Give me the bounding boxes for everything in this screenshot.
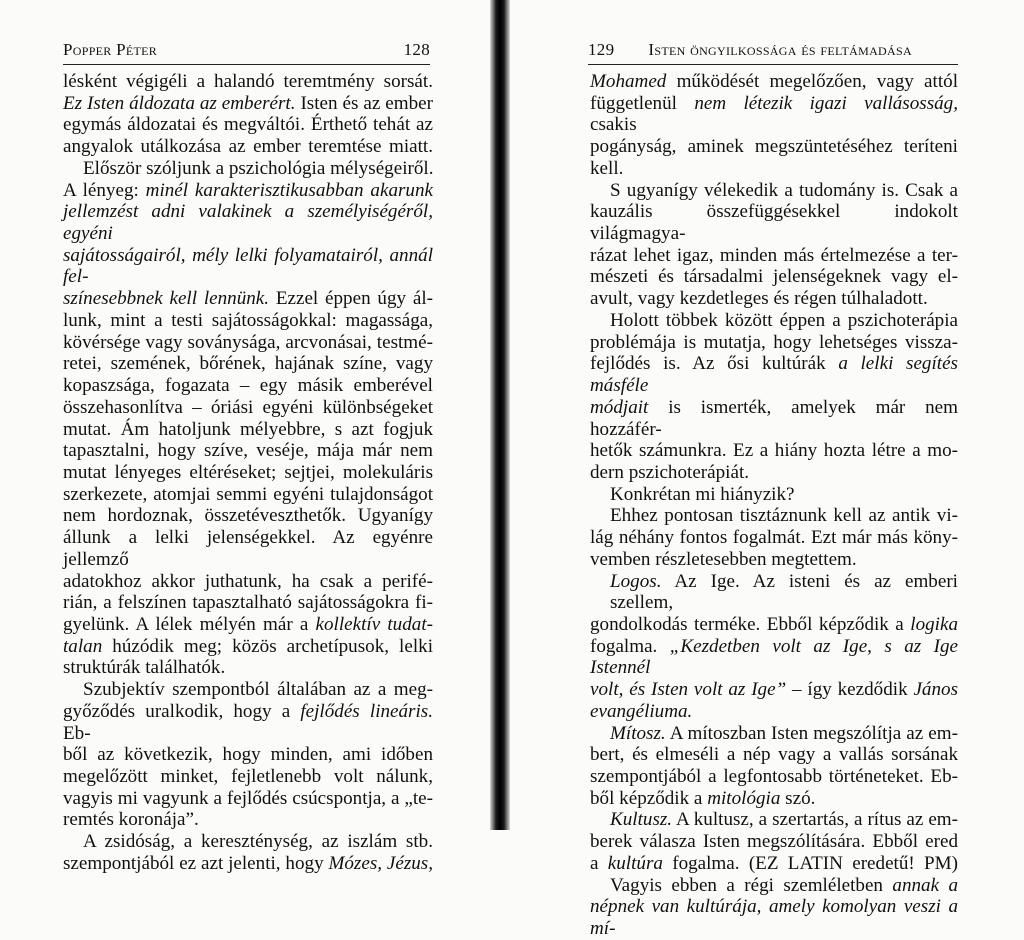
right-text-line: vemben részletesebben megtettem.: [590, 548, 857, 570]
left-text-line: rián, a felszínen tapasztalható sajátosságokra fi-: [63, 592, 433, 614]
right-text-line: Vagyis ebben a régi szemléletben annak a: [610, 874, 958, 896]
header-title: Isten öngyilkossága és feltámadása: [648, 40, 912, 59]
left-text-line: ből az következik, hogy minden, ami időben: [63, 744, 433, 766]
left-text-line: tapasztalni, hogy szíve, veséje, mája már nem: [63, 440, 433, 462]
left-text-line: lunk, mint a testi sajátosságokkal: magassága,: [63, 309, 433, 331]
right-text-line: dern pszichoterápiát.: [590, 461, 750, 483]
left-text-line: mutat lényeges eltéréseket; sejtjei, molekuláris: [63, 461, 433, 483]
left-text-line: nem hordoznak, összetéveszthetők. Ugyanígy: [63, 505, 433, 527]
left-text-line: Ez Isten áldozata az emberért. Isten és az ember: [63, 92, 433, 114]
right-text-line: rázat lehet igaz, minden más értelmezése a ter-: [590, 244, 958, 266]
left-running-header: [63, 40, 430, 65]
right-text-line: volt, és Isten volt az Ige” – így kezdődik János: [590, 679, 958, 701]
left-text-line: kövérsége vagy soványsága, arcvonásai, testmé-: [63, 331, 433, 353]
left-text-line: mutat. Ám hatoljunk mélyebbre, s azt fogjuk: [63, 418, 433, 440]
right-running-header: [588, 40, 958, 65]
right-text-line: Ehhez pontosan tisztáznunk kell az antik vi-: [610, 505, 958, 527]
right-text-line: berek válasza Isten megszólítására. Ebből ered: [590, 831, 958, 853]
right-text-line: evangéliuma.: [590, 700, 693, 722]
left-text-line: vagyis mi vagyunk a fejlődés csúcspontja, a „te-: [63, 787, 433, 809]
left-text-line: győződés uralkodik, hogy a fejlődés lineáris. Eb-: [63, 700, 434, 744]
left-text-line: talan húzódik meg; közös archetípusok, lelki: [63, 635, 433, 657]
right-text-line: kell.: [590, 157, 624, 179]
left-page-text: [63, 71, 433, 875]
left-text-line: állunk a lelki jelenségekkel. Az egyénre jellemző: [63, 527, 433, 570]
right-text-line: mészeti és társadalmi jelenségeknek vagy el-: [590, 266, 958, 288]
right-text-line: a kultúra fogalma. (EZ LATIN eredetű! PM): [590, 852, 958, 874]
right-text-line: bert, és elmeséli a nép vagy a vallás sorsának: [590, 744, 958, 766]
left-page: [0, 0, 490, 874]
left-text-line: szerkezete, atomjai semmi egyéni tulajdonságot: [63, 483, 433, 505]
left-text-line: A zsidóság, a kereszténység, az iszlám stb.: [83, 831, 433, 853]
left-text-line: Szubjektív szempontból általában az a meg-: [83, 679, 433, 701]
page-number-right: 129: [588, 40, 615, 59]
right-text-line: pogányság, aminek megszüntetéséhez teríteni: [590, 136, 958, 158]
left-text-line: jellemzést adni valakinek a személyiségéről, egyéni: [63, 201, 433, 245]
right-text-line: lág néhány fontos fogalmát. Ezt már más köny-: [590, 527, 958, 549]
right-text-line: Logos. Az Ige. Az isteni és az emberi szellem,: [610, 570, 958, 614]
left-text-line: összehasonlítva – óriási egyéni különbségeket: [63, 396, 433, 418]
right-text-line: Kultusz. A kultusz, a szertartás, a rítus az em-: [610, 809, 958, 831]
right-text-line: népnek van kultúrája, amely komolyan veszi a mí-: [590, 896, 958, 940]
right-text-line: kauzális összefüggésekkel indokolt világmagya-: [590, 201, 958, 245]
right-page-text: [590, 71, 958, 940]
right-text-line: hetők számunkra. Ez a hiány hozta létre a mo-: [590, 440, 958, 462]
left-text-line: egymás áldozatai és megváltói. Érthető tehát az: [63, 114, 433, 136]
right-text-line: gondolkodás terméke. Ebből képződik a logika: [590, 613, 958, 635]
left-text-line: szempontjából ez azt jelenti, hogy Mózes, Jézus,: [63, 852, 434, 874]
left-text-line: Először szóljunk a pszichológia mélységeiről.: [83, 157, 434, 179]
right-text-line: avult, vagy kezdetleges és régen túlhaladott.: [590, 288, 928, 310]
left-text-line: struktúrák találhatók.: [63, 657, 226, 679]
left-text-line: színesebbnek kell lennünk. Ezzel éppen úgy ál-: [63, 288, 433, 310]
right-text-line: Konkrétan mi hiányzik?: [610, 483, 795, 505]
right-text-line: függetlenül nem létezik igazi vallásosság, csakis: [590, 92, 959, 136]
left-text-line: angyalok utálkozása az ember teremtése miatt.: [63, 136, 433, 158]
right-text-line: problémája is mutatja, hogy lehetséges vissza-: [590, 331, 958, 353]
right-text-line: ből képződik a mitológia szó.: [590, 787, 816, 809]
right-page: [510, 0, 1024, 940]
left-text-line: gyelünk. A lélek mélyén már a kollektív tudat-: [63, 613, 433, 635]
left-text-line: lésként végigéli a halandó teremtmény sorsát.: [63, 71, 433, 92]
left-text-line: A lényeg: minél karakterisztikusabban akarunk: [63, 179, 434, 201]
right-text-line: szempontjából a legfontosabb történeteket. Eb-: [590, 766, 958, 787]
left-text-line: kopaszsága, fogazata – egy másik emberével: [63, 375, 433, 397]
right-text-line: Holott többek között éppen a pszichoterápia: [610, 309, 958, 331]
right-text-line: S ugyanígy vélekedik a tudomány is. Csak a: [610, 179, 958, 201]
header-author: Popper Péter: [63, 40, 158, 59]
right-text-line: Mítosz. A mítoszban Isten megszólítja az em-: [610, 722, 958, 744]
right-text-line: módjait is ismerték, amelyek már nem hozzáfér-: [590, 396, 958, 440]
left-text-line: sajátosságairól, mély lelki folyamatairól, annál fel-: [63, 244, 433, 288]
page-number-left: 128: [403, 40, 430, 59]
right-text-line: fogalma. „Kezdetben volt az Ige, s az Ige Istennél: [590, 635, 958, 679]
left-text-line: megelőzött minket, fejletlenebb volt nálunk,: [63, 766, 433, 787]
left-text-line: remtés koronája”.: [63, 809, 199, 831]
left-text-line: adatokhoz akkor juthatunk, ha csak a perifé-: [63, 570, 433, 592]
left-text-line: retei, szemének, bőrének, hajának színe, vagy: [63, 353, 433, 375]
right-text-line: fejlődés is. Az ősi kultúrák a lelki segítés másféle: [590, 353, 958, 397]
book-spine-gutter: [490, 0, 510, 830]
right-text-line: Mohamed működését megelőzően, vagy attól: [590, 71, 958, 92]
